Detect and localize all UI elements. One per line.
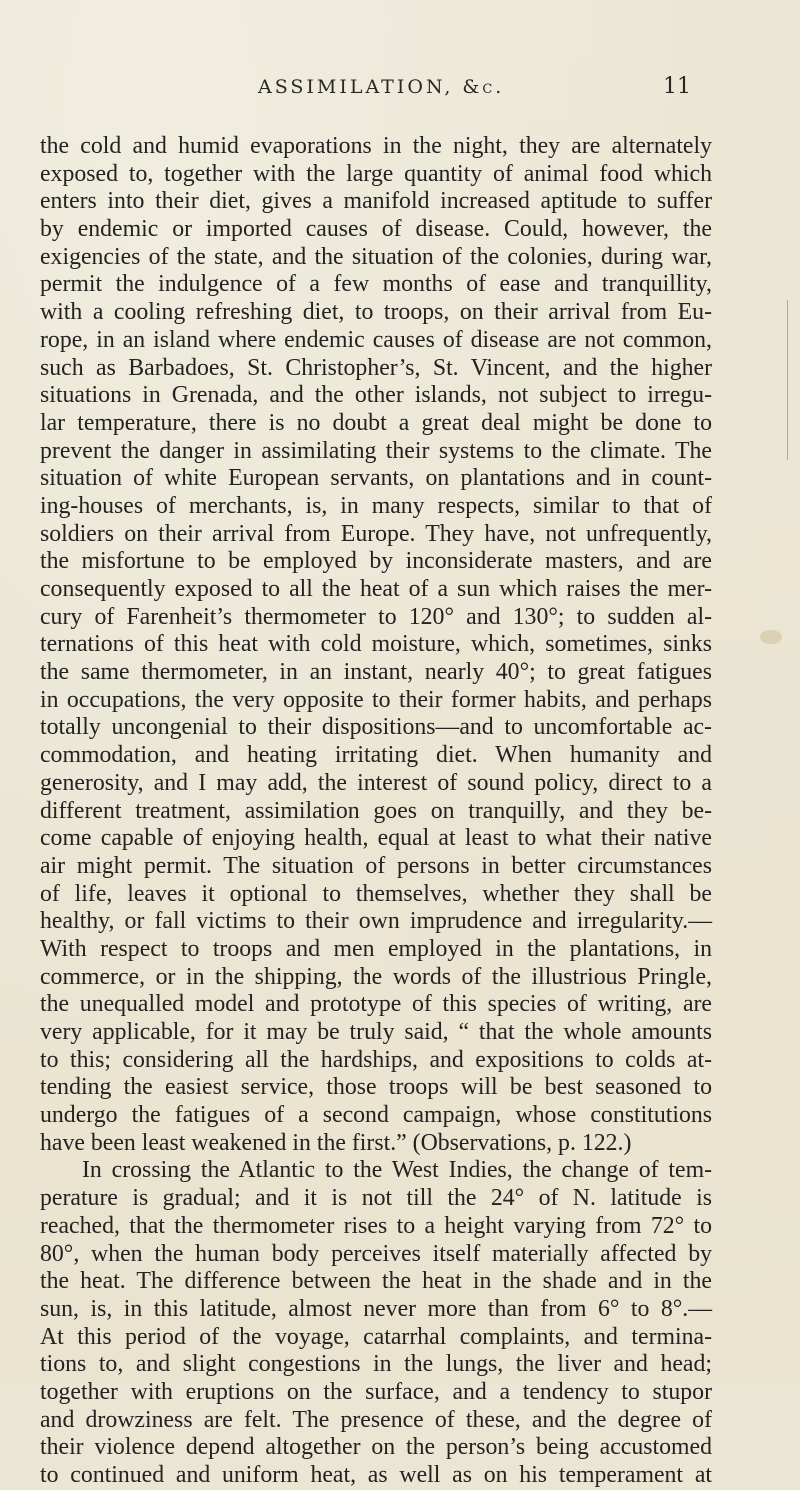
text-line: the cold and humid evaporations in the night, they are alternately xyxy=(40,133,712,159)
text-line: tending the easiest service, those troops will be best seasoned to xyxy=(40,1074,712,1101)
text-line: consequently exposed to all the heat of a sun which raises the mer- xyxy=(40,576,712,602)
text-line: situation of white European servants, on plantations and in count- xyxy=(40,465,712,492)
paragraph-start-line: In crossing the Atlantic to the West Indies, the change of tem- xyxy=(82,1157,712,1184)
text-line: tions to, and slight congestions in the lungs, the liver and head; xyxy=(40,1351,712,1378)
running-title: ASSIMILATION, &c. xyxy=(258,76,505,98)
text-line: rope, in an island where endemic causes of disease are not common, xyxy=(40,326,712,353)
text-line: At this period of the voyage, catarrhal complaints, and termina- xyxy=(40,1323,712,1350)
text-line: undergo the fatigues of a second campaign, whose constitutions xyxy=(40,1102,712,1129)
text-line: with a cooling refreshing diet, to troops, on their arrival from Eu- xyxy=(40,299,712,326)
text-line: exigencies of the state, and the situation of the colonies, during war, xyxy=(40,243,712,270)
text-line: together with eruptions on the surface, and a tendency to stupor xyxy=(40,1378,712,1405)
text-line: to this; considering all the hardships, and expositions to colds at- xyxy=(40,1046,712,1073)
text-line: 80°, when the human body perceives itself materially affected by xyxy=(40,1240,712,1267)
text-line: such as Barbadoes, St. Christopher’s, St. Vincent, and the higher xyxy=(40,354,712,381)
text-line: reached, that the thermometer rises to a height varying from 72° to xyxy=(40,1212,712,1239)
text-line: lar temperature, there is no doubt a great deal might be done to xyxy=(40,409,712,436)
text-line: sun, is, in this latitude, almost never more than from 6° to 8°.— xyxy=(40,1295,712,1322)
text-line: their violence depend altogether on the person’s being accustomed xyxy=(40,1434,712,1461)
text-line: the misfortune to be employed by inconsiderate masters, and are xyxy=(40,548,712,575)
text-line: ternations of this heat with cold moisture, which, sometimes, sinks xyxy=(40,631,712,658)
text-line: by endemic or imported causes of disease. Could, however, the xyxy=(40,216,712,243)
text-line: healthy, or fall victims to their own imprudence and irregularity.— xyxy=(40,908,712,935)
paper-stain xyxy=(760,630,782,644)
running-head xyxy=(0,74,800,104)
page-number: 11 xyxy=(663,74,691,99)
text-line: of life, leaves it optional to themselves, whether they shall be xyxy=(40,880,712,907)
text-line: prevent the danger in assimilating their systems to the climate. The xyxy=(40,437,712,464)
text-line: enters into their diet, gives a manifold increased aptitude to suffer xyxy=(40,188,712,215)
text-line: and drowziness are felt. The presence of these, and the degree of xyxy=(40,1406,712,1433)
text-line: in occupations, the very opposite to their former habits, and perhaps xyxy=(40,686,712,713)
text-line: the same thermometer, in an instant, nearly 40°; to great fatigues xyxy=(40,659,712,686)
text-line: the heat. The difference between the heat in the shade and in the xyxy=(40,1268,712,1295)
text-line: soldiers on their arrival from Europe. They have, not unfrequently, xyxy=(40,520,712,547)
text-line: different treatment, assimilation goes on tranquilly, and they be- xyxy=(40,797,712,824)
text-line: ing-houses of merchants, is, in many respects, similar to that of xyxy=(40,492,712,519)
text-line: air might permit. The situation of persons in better circumstances xyxy=(40,852,712,879)
text-line: have been least weakened in the first.” (Observations, p. 122.) xyxy=(40,1129,632,1156)
text-line: cury of Farenheit’s thermometer to 120° and 130°; to sudden al- xyxy=(40,603,712,630)
text-line: come capable of enjoying health, equal at least to what their native xyxy=(40,825,712,852)
text-line: the unequalled model and prototype of this species of writing, are xyxy=(40,991,712,1018)
text-line: With respect to troops and men employed in the plantations, in xyxy=(40,935,712,962)
text-line: situations in Grenada, and the other islands, not subject to irregu- xyxy=(40,382,712,409)
page-edge-mark xyxy=(787,300,800,460)
text-line: commerce, or in the shipping, the words of the illustrious Pringle, xyxy=(40,963,712,990)
text-line: generosity, and I may add, the interest of sound policy, direct to a xyxy=(40,769,712,796)
body-text xyxy=(40,133,712,1490)
text-line: commodation, and heating irritating diet. When humanity and xyxy=(40,742,712,769)
text-line: exposed to, together with the large quantity of animal food which xyxy=(40,160,712,187)
text-line: to continued and uniform heat, as well as on his temperament at xyxy=(40,1462,712,1488)
text-line: very applicable, for it may be truly said, “ that the whole amounts xyxy=(40,1019,712,1045)
text-line: perature is gradual; and it is not till the 24° of N. latitude is xyxy=(40,1185,712,1212)
text-line: totally uncongenial to their dispositions—and to uncomfortable ac- xyxy=(40,714,712,741)
text-line: permit the indulgence of a few months of ease and tranquillity, xyxy=(40,271,712,298)
